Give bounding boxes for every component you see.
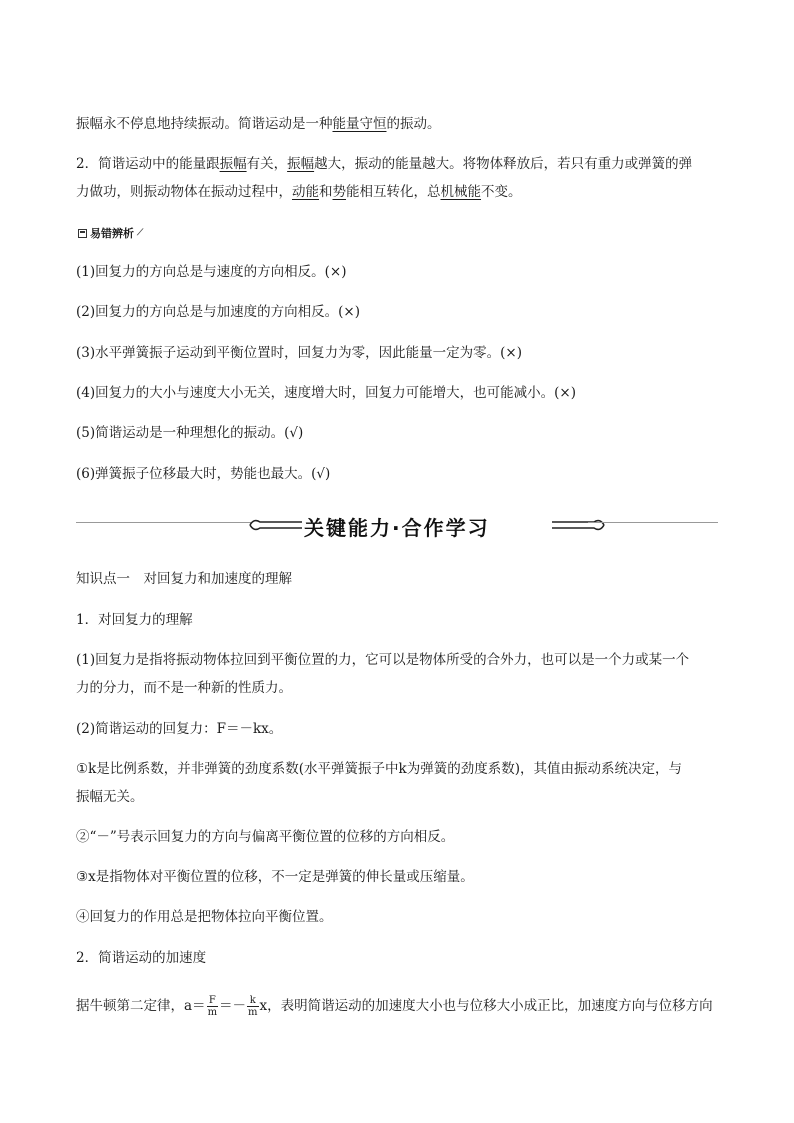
restoring-force-def-line1: (1)回复力是指将振动物体拉回到平衡位置的力，它可以是物体所受的合外力，也可以是一个力或某一个: [76, 652, 690, 668]
restoring-force-formula: (2)简谐运动的回复力：F＝－kx。: [76, 721, 283, 737]
section-banner-title: 关键能力·合作学习: [304, 516, 490, 540]
section-banner: [76, 512, 718, 542]
box-icon: [78, 229, 87, 238]
banner-rule-left: [76, 522, 251, 523]
judgement-item-4: (4)回复力的大小与速度大小无关，速度增大时，回复力可能增大，也可能减小。(×): [76, 385, 576, 401]
energy-paragraph-2-line1: 2．简谐运动中的能量跟振幅有关，振幅越大，振动的能量越大。将物体释放后，若只有重力或弹簧的弹: [76, 156, 693, 172]
note-minus-sign: ②“－”号表示回复力的方向与偏离平衡位置的位移的方向相反。: [76, 829, 455, 845]
acceleration-formula-line: 据牛顿第二定律，a＝ $\frac{F}{m}$ ＝－ $\frac{k}{m}$ x，表明简谐运动的加速度大小也与位移大小成正比，加速度方向与位移方向: [76, 995, 713, 1018]
slash-decoration-icon: ⟋: [137, 228, 144, 238]
judgement-item-5: (5)简谐运动是一种理想化的振动。(√): [76, 425, 304, 441]
blank-kinetic-energy: 动能: [292, 184, 319, 200]
blank-potential: 势: [332, 184, 346, 200]
fraction-f-over-m: $\frac{F}{m}$: [207, 995, 218, 1018]
note-k-line1: ①k是比例系数，并非弹簧的劲度系数(水平弹簧振子中k为弹簧的劲度系数)，其值由振动系统决定，与: [76, 761, 682, 777]
knowledge-point-heading: 知识点一 对回复力和加速度的理解: [76, 571, 292, 587]
subheading-restoring-force: 1．对回复力的理解: [76, 612, 193, 628]
banner-rule-right: [588, 522, 718, 523]
blank-amplitude-1: 振幅: [219, 156, 247, 172]
judgement-item-1: (1)回复力的方向总是与速度的方向相反。(×): [76, 264, 347, 280]
subheading-acceleration: 2．简谐运动的加速度: [76, 950, 207, 966]
judgement-item-2: (2)回复力的方向总是与加速度的方向相反。(×): [76, 304, 360, 320]
judgement-item-3: (3)水平弹簧振子运动到平衡位置时，回复力为零，因此能量一定为零。(×): [76, 345, 522, 361]
restoring-force-def-line2: 力的分力，而不是一种新的性质力。: [76, 680, 292, 696]
note-k-line2: 振幅无关。: [76, 789, 144, 805]
judgement-item-6: (6)弹簧振子位移最大时，势能也最大。(√): [76, 466, 331, 482]
error-analysis-label: 易错辨析: [90, 227, 134, 240]
energy-paragraph-2-line2: 力做功，则振动物体在振动过程中，动能和势能相互转化，总机械能不变。: [76, 184, 522, 200]
scroll-ornament-left-icon: [248, 516, 304, 534]
energy-paragraph-end: 振幅永不停息地持续振动。简谐运动是一种能量守恒的振动。: [76, 116, 441, 132]
note-x-displacement: ③x是指物体对平衡位置的位移，不一定是弹簧的伸长量或压缩量。: [76, 869, 474, 885]
fraction-k-over-m: $\frac{k}{m}$: [248, 995, 258, 1018]
blank-energy-conservation: 能量守恒: [332, 116, 387, 132]
blank-mechanical-energy: 机械能: [440, 184, 481, 200]
blank-amplitude-2: 振幅: [287, 156, 315, 172]
note-direction: ④回复力的作用总是把物体拉向平衡位置。: [76, 909, 333, 925]
scroll-ornament-right-icon: [550, 516, 606, 534]
error-analysis-tag: [78, 225, 143, 241]
